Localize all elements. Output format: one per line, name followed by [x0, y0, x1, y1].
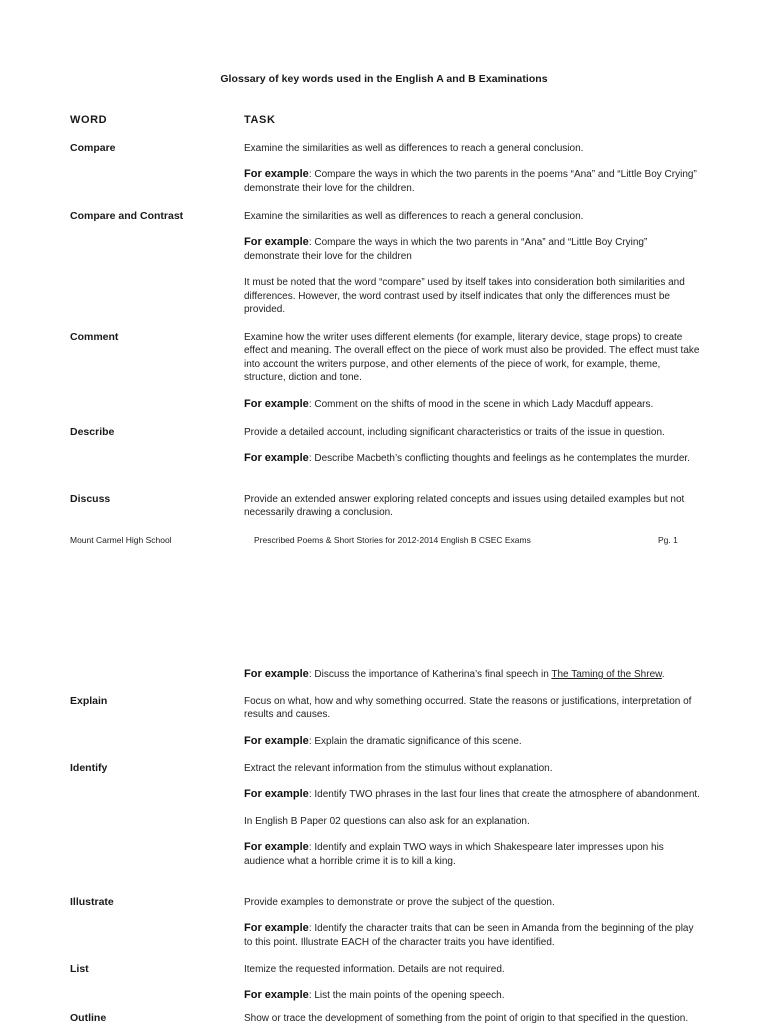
- example-paragraph: For example: Identify the character traits that can be seen in Amanda from the beginning of the play to this point. Illustrate EACH of the character traits you have identified.: [244, 922, 694, 948]
- word-column-header: WORD: [70, 114, 108, 126]
- glossary-definition: [244, 963, 700, 1016]
- footer-page-number: Pg. 1: [658, 535, 678, 545]
- example-label: For example: [244, 236, 309, 249]
- footer-school: Mount Carmel High School: [70, 535, 172, 545]
- example-paragraph: For example: Identify and explain TWO ways in which Shakespeare later impresses upon his audience what a horrible crime it is to kill a king.: [244, 841, 664, 867]
- example-paragraph: For example: List the main points of the opening speech.: [244, 989, 505, 1002]
- glossary-term: Describe: [70, 426, 115, 438]
- glossary-term: Comment: [70, 331, 119, 343]
- glossary-definition: [244, 210, 700, 329]
- example-label: For example: [244, 397, 309, 410]
- definition-paragraph: Examine how the writer uses different elements (for example, literary device, stage props) to create effect and meaning. The overall effect on the piece of work must also be provided. The effect must take into account the writers purpose, and other elements of the piece of work, for example, theme, structure, diction and tone.: [244, 332, 700, 384]
- glossary-term: Compare: [70, 142, 116, 154]
- definition-paragraph: Focus on what, how and why something occurred. State the reasons or justifications, interpretation of results and causes.: [244, 696, 692, 721]
- definition-paragraph: Extract the relevant information from the stimulus without explanation.: [244, 763, 553, 774]
- glossary-definition: [244, 1012, 700, 1024]
- example-label: For example: [244, 989, 309, 1002]
- example-paragraph: For example: Describe Macbeth’s conflicting thoughts and feelings as he contemplates the murder.: [244, 452, 690, 465]
- example-label: For example: [244, 452, 309, 465]
- discuss-example: For example: Discuss the importance of Katherina’s final speech in The Taming of the Shrew.: [244, 668, 665, 680]
- example-paragraph: For example: Comment on the shifts of mood in the scene in which Lady Macduff appears.: [244, 397, 654, 410]
- example-label: For example: [244, 922, 309, 935]
- definition-paragraph: Examine the similarities as well as differences to reach a general conclusion.: [244, 211, 584, 222]
- glossary-definition: [244, 493, 700, 533]
- definition-paragraph: Provide examples to demonstrate or prove the subject of the question.: [244, 897, 555, 908]
- example-paragraph: For example: Explain the dramatic significance of this scene.: [244, 734, 522, 747]
- play-title-link: The Taming of the Shrew: [551, 669, 662, 680]
- example-label: For example: [244, 788, 309, 801]
- glossary-term: List: [70, 963, 89, 975]
- glossary-term: Explain: [70, 695, 108, 707]
- definition-paragraph: Provide a detailed account, including significant characteristics or traits of the issue in question.: [244, 427, 665, 438]
- definition-paragraph: Examine the similarities as well as differences to reach a general conclusion.: [244, 143, 584, 154]
- example-label: For example: [244, 668, 309, 680]
- glossary-term: Compare and Contrast: [70, 210, 184, 222]
- definition-paragraph: Show or trace the development of something from the point of origin to that specified in the question.: [244, 1013, 689, 1024]
- definition-paragraph: Provide an extended answer exploring related concepts and issues using detailed examples but not necessarily drawing a conclusion.: [244, 494, 685, 519]
- example-paragraph: For example: Identify TWO phrases in the last four lines that create the atmosphere of abandonment.: [244, 788, 700, 801]
- example-label: For example: [244, 168, 309, 181]
- document-title: Glossary of key words used in the English A and B Examinations: [220, 73, 548, 85]
- glossary-term: Discuss: [70, 493, 111, 505]
- footer-course: Prescribed Poems & Short Stories for 2012-2014 English B CSEC Exams: [254, 535, 531, 545]
- glossary-definition: [244, 142, 700, 208]
- glossary-definition: [244, 896, 700, 962]
- glossary-definition: [244, 695, 700, 761]
- glossary-definition: [244, 426, 700, 479]
- task-column-header: TASK: [244, 114, 276, 126]
- glossary-definition: [244, 762, 700, 881]
- glossary-term: Illustrate: [70, 896, 114, 908]
- example-label: For example: [244, 734, 309, 747]
- example-label: For example: [244, 841, 309, 854]
- page-2: [0, 580, 768, 1024]
- definition-paragraph: Itemize the requested information. Details are not required.: [244, 964, 505, 975]
- example-paragraph: For example: Compare the ways in which the two parents in the poems “Ana” and “Little Boy Crying” demonstrate their love for the children.: [244, 168, 697, 194]
- example-paragraph: For example: Compare the ways in which the two parents in “Ana” and “Little Boy Crying” demonstrate their love for the children: [244, 236, 648, 262]
- definition-paragraph: In English B Paper 02 questions can also ask for an explanation.: [244, 815, 530, 827]
- definition-paragraph: It must be noted that the word “compare” used by itself takes into consideration both similarities and differences. However, the word contrast used by itself indicates that only the differences must be provided.: [244, 277, 685, 316]
- glossary-definition: [244, 331, 700, 424]
- glossary-term: Identify: [70, 762, 108, 774]
- glossary-term: Outline: [70, 1012, 107, 1024]
